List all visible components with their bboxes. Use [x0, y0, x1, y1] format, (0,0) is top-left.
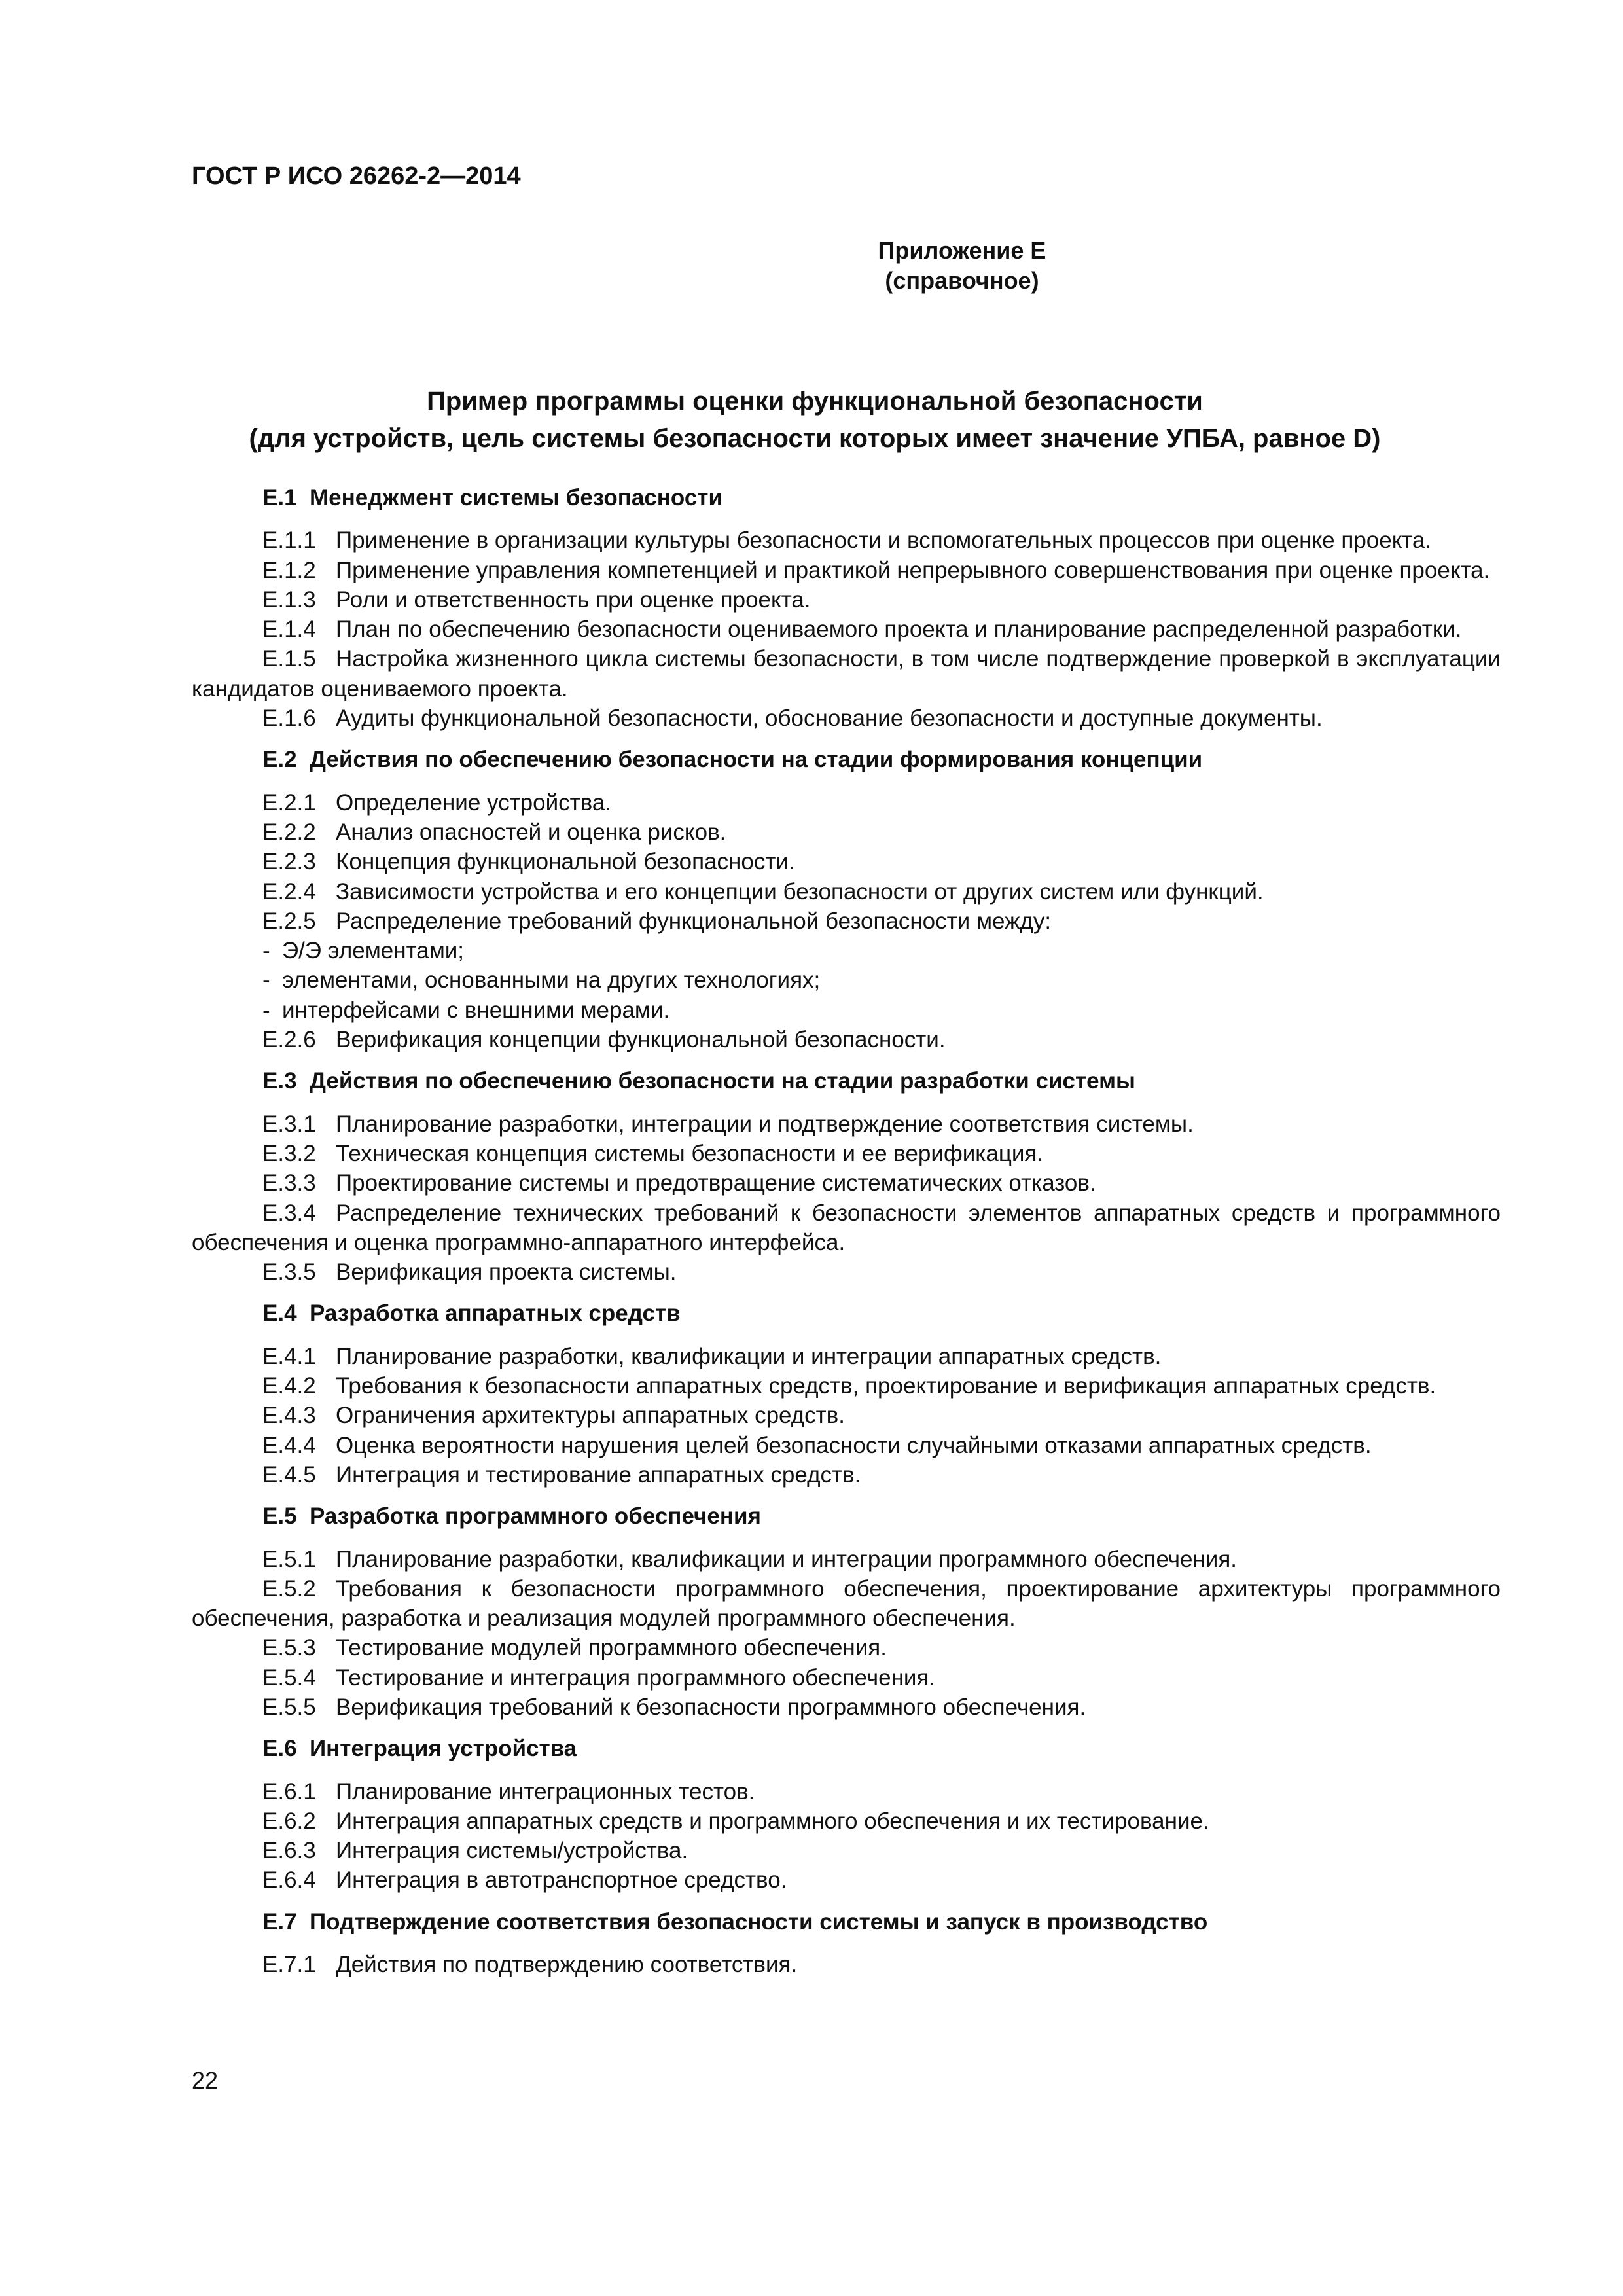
- list-item: [192, 704, 1501, 733]
- item-text: План по обеспечению безопасности оцениваемого проекта и планирование распределенной разработки.: [336, 617, 1462, 643]
- item-number: Е.6.2: [262, 1808, 316, 1834]
- section-title: Разработка программного обеспечения: [310, 1503, 761, 1530]
- page-number: 22: [192, 2067, 219, 2094]
- item-number: Е.7.1: [262, 1952, 316, 1978]
- item-number: Е.4.5: [262, 1462, 316, 1488]
- list-item: [192, 526, 1501, 555]
- item-text: Зависимости устройства и его концепции безопасности от других систем или функций.: [336, 878, 1264, 905]
- dash-item-text: Э/Э элементами;: [282, 938, 465, 964]
- item-number: Е.1.2: [262, 557, 316, 583]
- item-number: Е.4.3: [262, 1403, 316, 1429]
- section-number: Е.6: [262, 1736, 297, 1762]
- item-number: Е.6.4: [262, 1867, 316, 1893]
- item-number: Е.1.1: [262, 528, 316, 554]
- section-heading: [262, 1501, 1501, 1531]
- list-item: [192, 585, 1501, 615]
- item-text: Ограничения архитектуры аппаратных средств.: [336, 1403, 845, 1429]
- item-number: Е.1.3: [262, 586, 316, 613]
- item-number: Е.2.3: [262, 849, 316, 875]
- list-item: [192, 1025, 1501, 1054]
- page-title: [0, 383, 1623, 457]
- item-text: Верификация концепции функциональной безопасности.: [336, 1027, 946, 1053]
- dash-item: - элементами, основанными на других технологиях;: [262, 967, 821, 994]
- dash-item-text: элементами, основанными на других технологиях;: [282, 967, 821, 994]
- item-text: Распределение требований функциональной безопасности между:: [336, 908, 1052, 934]
- item-text: Аудиты функциональной безопасности, обоснование безопасности и доступные документы.: [336, 706, 1323, 732]
- list-item: [192, 1401, 1501, 1430]
- item-text: Планирование разработки, интеграции и подтверждение соответствия системы.: [336, 1111, 1194, 1137]
- item-number: Е.3.2: [262, 1140, 316, 1166]
- item-text: Роли и ответственность при оценке проекта.: [336, 586, 811, 613]
- section-title: Действия по обеспечению безопасности на стадии формирования концепции: [310, 747, 1203, 773]
- list-item: [192, 556, 1501, 585]
- list-item: [192, 1198, 1501, 1258]
- item-text: Оценка вероятности нарушения целей безопасности случайными отказами аппаратных средств.: [336, 1432, 1372, 1458]
- dash-item: - интерфейсами с внешними мерами.: [262, 997, 670, 1023]
- list-item: [192, 1109, 1501, 1139]
- item-text: Планирование интеграционных тестов.: [336, 1778, 755, 1804]
- item-number: Е.3.3: [262, 1170, 316, 1196]
- list-item: [192, 1777, 1501, 1806]
- item-number: Е.6.1: [262, 1778, 316, 1804]
- item-number: Е.5.2: [262, 1575, 316, 1602]
- list-item: [192, 906, 1501, 936]
- list-item: [192, 1865, 1501, 1895]
- section-title: Менеджмент системы безопасности: [310, 485, 722, 511]
- item-text: Интеграция системы/устройства.: [336, 1838, 688, 1864]
- item-number: Е.3.1: [262, 1111, 316, 1137]
- item-text: Определение устройства.: [336, 789, 612, 816]
- list-item: [192, 1139, 1501, 1168]
- dash-item: - Э/Э элементами;: [262, 938, 465, 964]
- section-heading: [262, 1066, 1501, 1096]
- list-item: [192, 1545, 1501, 1574]
- list-item: [192, 1460, 1501, 1490]
- list-item: [192, 877, 1501, 906]
- item-text: Тестирование и интеграция программного обеспечения.: [336, 1664, 936, 1691]
- section-title: Подтверждение соответствия безопасности системы и запуск в производство: [310, 1909, 1208, 1935]
- item-text: Проектирование системы и предотвращение систематических отказов.: [336, 1170, 1096, 1196]
- item-text: Интеграция и тестирование аппаратных средств.: [336, 1462, 861, 1488]
- item-number: Е.3.4: [262, 1200, 316, 1226]
- section-number: Е.7: [262, 1909, 297, 1935]
- item-number: Е.5.3: [262, 1635, 316, 1661]
- item-number: Е.5.4: [262, 1664, 316, 1691]
- item-number: Е.4.1: [262, 1343, 316, 1369]
- document-header: ГОСТ Р ИСО 26262-2—2014: [192, 162, 521, 190]
- annex-type: (справочное): [885, 267, 1039, 294]
- item-text: Интеграция в автотранспортное средство.: [336, 1867, 787, 1893]
- item-text: Техническая концепция системы безопасности и ее верификация.: [336, 1140, 1044, 1166]
- item-text: Концепция функциональной безопасности.: [336, 849, 795, 875]
- item-text: Планирование разработки, квалификации и интеграции аппаратных средств.: [336, 1343, 1162, 1369]
- item-text: Применение управления компетенцией и практикой непрерывного совершенствования при оценке проекта.: [336, 557, 1490, 583]
- item-text: Требования к безопасности программного обеспечения, проектирование архитектуры программного обеспечения, разработка и реализация модулей программного обеспечения.: [192, 1575, 1501, 1632]
- item-number: Е.2.5: [262, 908, 316, 934]
- item-number: Е.2.1: [262, 789, 316, 816]
- item-number: Е.6.3: [262, 1838, 316, 1864]
- item-number: Е.1.5: [262, 646, 316, 672]
- list-item: [192, 817, 1501, 847]
- item-number: Е.5.1: [262, 1546, 316, 1572]
- section-number: Е.1: [262, 485, 297, 511]
- list-item: [192, 1836, 1501, 1865]
- section-heading: [262, 745, 1501, 774]
- section-number: Е.2: [262, 747, 297, 773]
- item-number: Е.1.4: [262, 617, 316, 643]
- section-title: Интеграция устройства: [310, 1736, 577, 1762]
- list-item: [192, 644, 1501, 704]
- item-number: Е.2.2: [262, 819, 316, 845]
- item-number: Е.1.6: [262, 706, 316, 732]
- list-item: [192, 1633, 1501, 1662]
- section-heading: [262, 1734, 1501, 1763]
- section-number: Е.4: [262, 1300, 297, 1327]
- item-text: Распределение технических требований к безопасности элементов аппаратных средств и программного обеспечения и оценка программно-аппаратного интерфейса.: [192, 1200, 1501, 1255]
- item-number: Е.2.4: [262, 878, 316, 905]
- list-item: [192, 615, 1501, 644]
- item-text: Планирование разработки, квалификации и интеграции программного обеспечения.: [336, 1546, 1238, 1572]
- section-title: Разработка аппаратных средств: [310, 1300, 681, 1327]
- list-item: [192, 1950, 1501, 1979]
- item-text: Тестирование модулей программного обеспечения.: [336, 1635, 887, 1661]
- title-line-2: (для устройств, цель системы безопасности которых имеет значение УПБА, равное D): [249, 424, 1381, 453]
- list-item: [192, 847, 1501, 876]
- annex-label: [0, 236, 1623, 296]
- item-number: Е.5.5: [262, 1694, 316, 1720]
- section-heading: [262, 483, 1501, 512]
- list-item: [192, 1693, 1501, 1722]
- item-text: Действия по подтверждению соответствия.: [336, 1952, 798, 1978]
- list-item: [192, 1371, 1501, 1401]
- item-text: Верификация проекта системы.: [336, 1259, 677, 1285]
- section-number: Е.5: [262, 1503, 297, 1530]
- list-item: [192, 1431, 1501, 1460]
- list-item: [192, 788, 1501, 817]
- list-item: [192, 1806, 1501, 1836]
- item-text: Настройка жизненного цикла системы безопасности, в том числе подтверждение проверкой в эксплуатации кандидатов оцениваемого проекта.: [192, 646, 1501, 702]
- section-heading: [262, 1299, 1501, 1328]
- item-text: Требования к безопасности аппаратных средств, проектирование и верификация аппаратных средств.: [336, 1373, 1436, 1399]
- item-number: Е.4.4: [262, 1432, 316, 1458]
- item-text: Анализ опасностей и оценка рисков.: [336, 819, 726, 845]
- list-item: [192, 1574, 1501, 1634]
- list-item: [192, 1257, 1501, 1287]
- section-title: Действия по обеспечению безопасности на стадии разработки системы: [310, 1068, 1135, 1094]
- item-number: Е.3.5: [262, 1259, 316, 1285]
- item-text: Применение в организации культуры безопасности и вспомогательных процессов при оценке проекта.: [336, 528, 1432, 554]
- section-number: Е.3: [262, 1068, 297, 1094]
- title-line-1: Пример программы оценки функциональной безопасности: [427, 387, 1203, 416]
- list-item: [192, 1342, 1501, 1371]
- item-number: Е.2.6: [262, 1027, 316, 1053]
- item-text: Верификация требований к безопасности программного обеспечения.: [336, 1694, 1086, 1720]
- dash-item-text: интерфейсами с внешними мерами.: [282, 997, 670, 1023]
- list-item: [192, 1663, 1501, 1693]
- document-body: [192, 483, 1501, 1979]
- section-heading: [262, 1907, 1501, 1937]
- item-text: Интеграция аппаратных средств и программного обеспечения и их тестирование.: [336, 1808, 1209, 1834]
- item-number: Е.4.2: [262, 1373, 316, 1399]
- annex-title: Приложение Е: [878, 237, 1046, 264]
- list-item: [192, 1168, 1501, 1198]
